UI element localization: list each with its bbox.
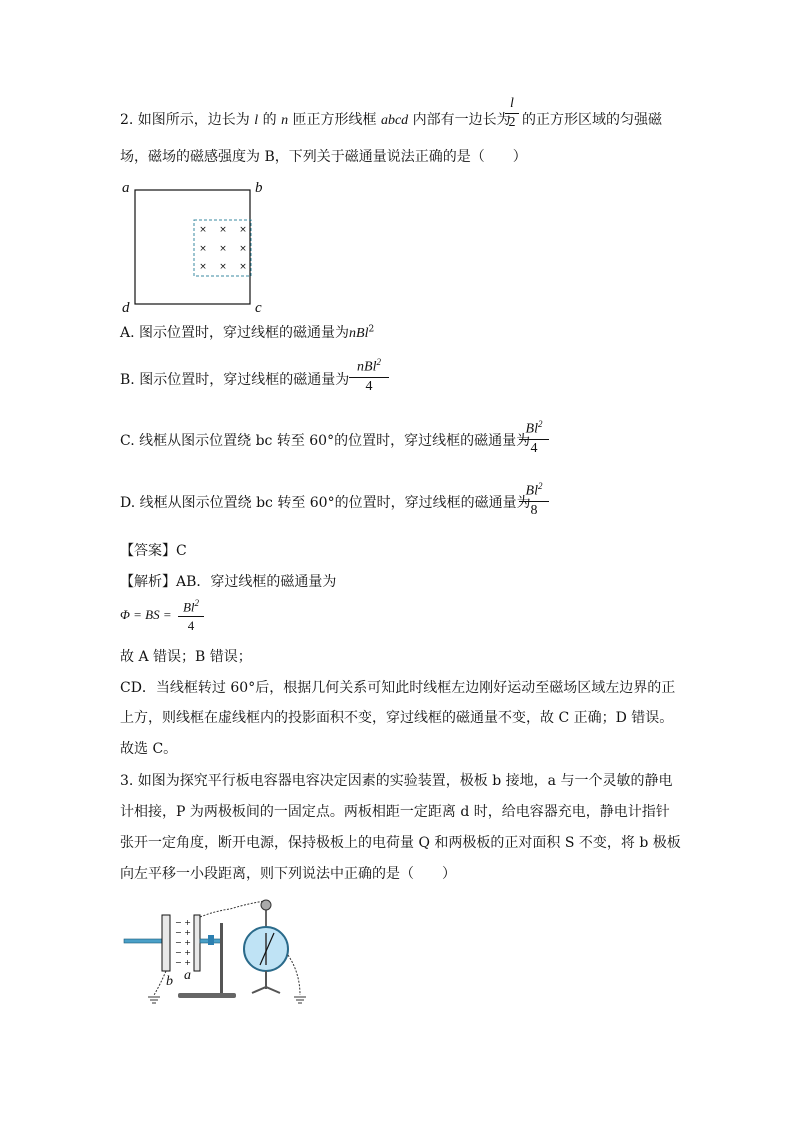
analysis-line5: 故选 C。 (120, 741, 178, 757)
answer: 【答案】C (120, 543, 187, 559)
frac-sup: 2 (376, 357, 381, 367)
svg-text:− +: − + (175, 938, 191, 947)
frac-numerator: Bl (525, 421, 538, 437)
q2-line1-end: 的正方形区域的匀强磁 (522, 112, 662, 128)
q2-text: 匝正方形线框 (288, 112, 381, 128)
frac-sup: 2 (194, 598, 200, 608)
q3-line3: 张开一定角度，断开电源，保持极板上的电荷量 Q 和两极板的正对面积 S 不变，将 b 极板 (120, 835, 681, 851)
option-a-sup: 2 (368, 324, 375, 335)
field-x: × (239, 225, 247, 235)
frac-numerator: l (510, 96, 514, 111)
electrometer-knob (261, 900, 271, 910)
field-x: × (199, 244, 207, 254)
field-x: × (199, 262, 207, 272)
option-a (120, 322, 374, 342)
label-b: b (166, 974, 173, 989)
option-c-fraction (519, 419, 549, 457)
q2-line2: 场，磁场的磁感强度为 B，下列关于磁通量说法正确的是（ ） (120, 149, 527, 165)
option-a-expr: nBl (349, 326, 369, 341)
field-x: × (219, 225, 227, 235)
q2-figure (118, 178, 268, 316)
field-x: × (239, 244, 247, 254)
frac-sup: 2 (537, 419, 543, 429)
var-n: n (281, 113, 289, 128)
q2-line1 (120, 109, 511, 129)
field-x: × (219, 262, 227, 272)
clamp (208, 935, 214, 945)
plate-b (162, 915, 170, 971)
q3-line1: 3. 如图为探究平行板电容器电容决定因素的实验装置，极板 b 接地，a 与一个灵敏的静电 (120, 773, 673, 789)
stand-pole (220, 923, 223, 995)
field-x: × (199, 225, 207, 235)
left-rod (124, 939, 162, 943)
stand-base (178, 993, 236, 998)
option-b-fraction (349, 357, 389, 395)
q2-text: 内部有一边长为 (408, 112, 511, 128)
frac-denominator: 8 (530, 502, 538, 518)
frac-numerator: Bl (525, 483, 538, 499)
frac-denominator: 4 (187, 618, 195, 634)
label-c: c (255, 300, 262, 316)
field-x: × (219, 244, 227, 254)
option-d-text: D. 线框从图示位置绕 bc 转至 60°的位置时，穿过线框的磁通量为 (120, 495, 531, 511)
svg-text:− +: − + (175, 928, 191, 937)
formula-left: Φ = BS = (120, 607, 172, 622)
frac-denominator: 4 (365, 378, 373, 394)
q3-line4: 向左平移一小段距离，则下列说法中正确的是（ ） (120, 866, 456, 882)
plate-a (194, 915, 200, 971)
svg-text:− +: − + (175, 948, 191, 957)
option-c-text: C. 线框从图示位置绕 bc 转至 60°的位置时，穿过线框的磁通量为 (120, 433, 531, 449)
q2-fraction (505, 96, 519, 131)
frac-numerator: Bl (182, 599, 195, 615)
analysis-line2: 故 A 错误；B 错误； (120, 649, 252, 665)
field-marks (199, 225, 247, 272)
label-d: d (122, 300, 130, 316)
option-d-fraction (519, 481, 549, 519)
option-a-text: A. 图示位置时，穿过线框的磁通量为 (120, 325, 350, 341)
q3-figure (120, 893, 320, 1011)
label-a: a (184, 968, 191, 983)
label-b: b (255, 180, 263, 196)
option-b-text: B. 图示位置时，穿过线框的磁通量为 (120, 372, 350, 388)
q3-line2: 计相接，P 为两极板间的一固定点。两板相距一定距离 d 时，给电容器充电，静电计指针 (120, 804, 670, 820)
charges (175, 918, 191, 967)
frac-denominator: 2 (508, 115, 516, 130)
frac-numerator: nBl (357, 359, 377, 375)
q2-text: 的 (258, 112, 282, 128)
coil-frame (135, 190, 250, 304)
label-a: a (122, 180, 130, 196)
connecting-wire (200, 901, 265, 917)
analysis-line3: CD．当线框转过 60°后，根据几何关系可知此时线框左边刚好运动至磁场区域左边界的正 (120, 680, 676, 696)
field-x: × (239, 262, 247, 272)
var-l: l (254, 113, 259, 128)
electrometer-base (252, 987, 280, 993)
analysis-line4: 上方，则线框在虚线框内的投影面积不变，穿过线框的磁通量不变，故 C 正确；D 错误。 (120, 710, 674, 726)
frac-denominator: 4 (530, 440, 538, 456)
q2-text: 2. 如图所示，边长为 (120, 112, 255, 128)
analysis-line1: 【解析】AB．穿过线框的磁通量为 (120, 574, 337, 590)
frac-sup: 2 (537, 481, 543, 491)
svg-text:− +: − + (175, 918, 191, 927)
var-abcd: abcd (380, 113, 409, 128)
svg-text:− +: − + (175, 958, 191, 967)
formula-fraction (178, 598, 204, 634)
